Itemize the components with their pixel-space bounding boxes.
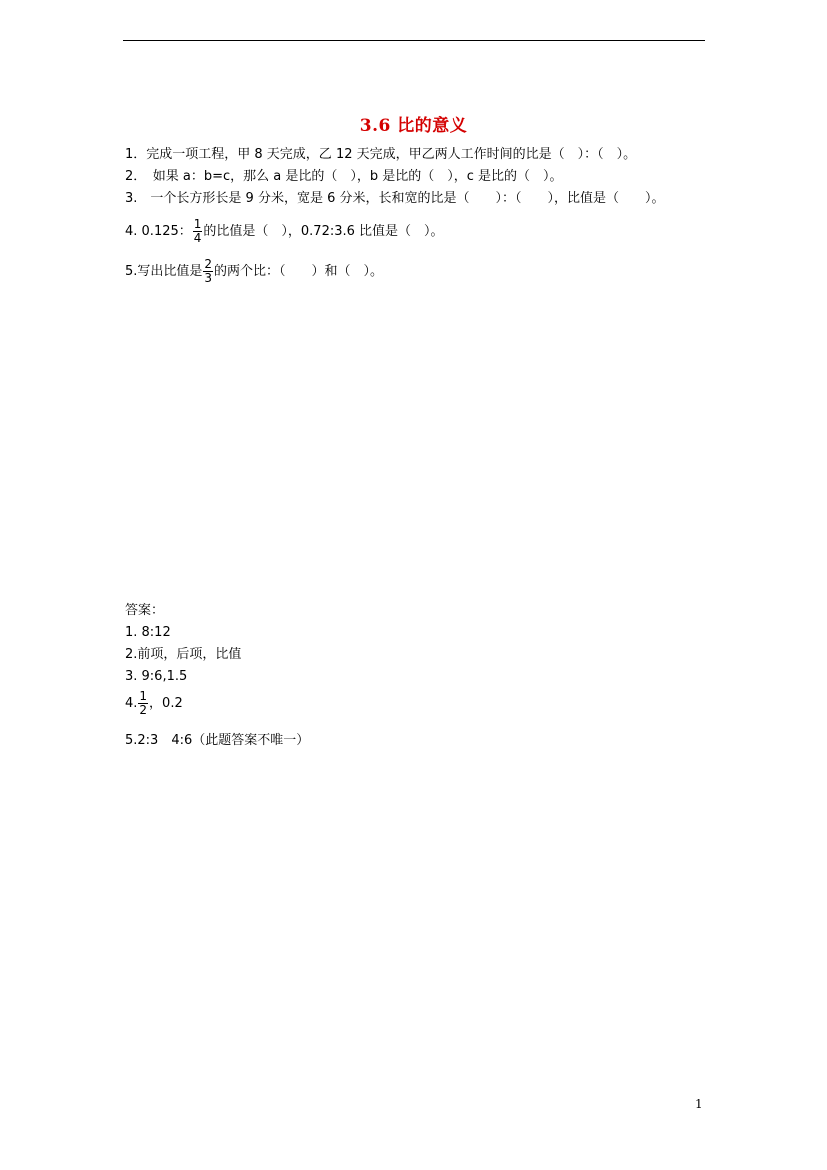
- fraction-numerator: 1: [193, 217, 202, 231]
- answer-4-suffix: ，0.2: [149, 696, 183, 711]
- fraction-one-quarter: [193, 218, 203, 245]
- page-title: 3.6 比的意义: [359, 116, 468, 136]
- question-2: 2． 如果 a：b=c，那么 a 是比的（ ），b 是比的（ ），c 是比的（ ）。: [125, 169, 563, 184]
- page-number: 1: [695, 1097, 703, 1111]
- fraction-one-half: [138, 690, 148, 717]
- question-5-suffix: 的两个比：（ ）和（ ）。: [214, 264, 384, 279]
- question-1: 1．完成一项工程，甲 8 天完成，乙 12 天完成，甲乙两人工作时间的比是（ ）：（ ）。: [125, 147, 637, 162]
- answers-heading: 答案：: [125, 603, 165, 618]
- answer-5: 5.2:3 4:6（此题答案不唯一）: [125, 733, 310, 748]
- answer-4: [125, 690, 183, 717]
- question-5: [125, 258, 383, 285]
- answer-3: 3. 9:6,1.5: [125, 669, 188, 684]
- fraction-denominator: 3: [204, 271, 213, 285]
- question-5-prefix: 5.写出比值是: [125, 264, 203, 279]
- question-4: [125, 218, 444, 245]
- answer-2: 2.前项，后项，比值: [125, 647, 242, 662]
- question-4-prefix: 4. 0.125：: [125, 224, 192, 239]
- fraction-denominator: 4: [193, 231, 202, 245]
- question-3: 3. 一个长方形长是 9 分米，宽是 6 分米，长和宽的比是（ ）：（ ），比值是（ ）。: [125, 191, 665, 206]
- answer-1: 1. 8:12: [125, 625, 171, 640]
- answer-4-prefix: 4.: [125, 696, 138, 711]
- fraction-denominator: 2: [139, 703, 148, 717]
- fraction-numerator: 2: [204, 257, 213, 271]
- header-rule: [123, 40, 705, 41]
- fraction-two-thirds: [203, 258, 213, 285]
- question-4-suffix: 的比值是（ ），0.72:3.6 比值是（ ）。: [203, 224, 444, 239]
- fraction-numerator: 1: [139, 689, 148, 703]
